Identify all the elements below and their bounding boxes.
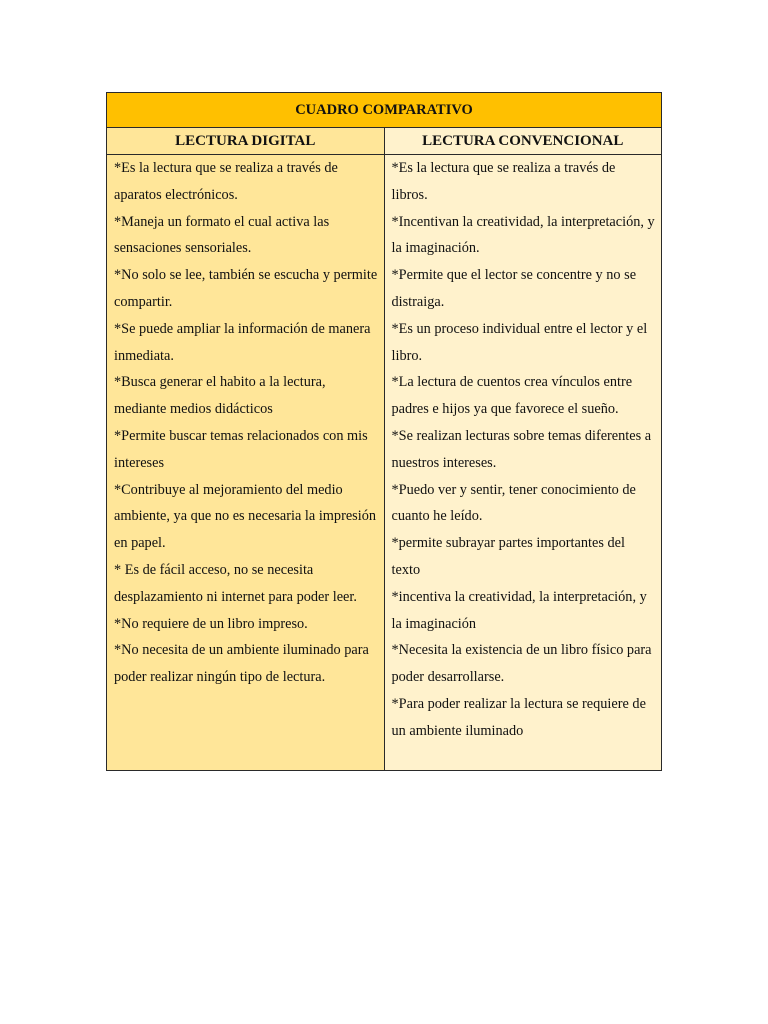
list-item: *Es la lectura que se realiza a través de aparatos electrónicos. — [114, 160, 338, 203]
list-item: * Es de fácil acceso, no se necesita desplazamiento ni internet para poder leer. — [114, 561, 357, 605]
list-item: *permite subrayar partes importantes del texto — [391, 535, 625, 578]
list-item: *La lectura de cuentos crea vínculos entre padres e hijos ya que favorece el sueño. — [391, 374, 633, 418]
list-item: *Se puede ampliar la información de manera inmediata. — [114, 320, 371, 364]
list-item: *Permite que el lector se concentre y no se distraiga. — [391, 267, 637, 310]
list-item: *Para poder realizar la lectura se requiere de un ambiente iluminado — [391, 695, 646, 739]
list-item: *Es un proceso individual entre el lector y el libro. — [391, 320, 648, 364]
list-item: *No requiere de un libro impreso. — [114, 615, 308, 632]
comparison-table — [106, 92, 662, 771]
list-item: *Contribuye al mejoramiento del medio ambiente, ya que no es necesaria la impresión en papel. — [114, 481, 377, 552]
table-title: CUADRO COMPARATIVO — [107, 93, 662, 128]
list-item: *Puedo ver y sentir, tener conocimiento de cuanto he leído. — [391, 481, 636, 525]
list-item: *Busca generar el habito a la lectura, mediante medios didácticos — [114, 374, 326, 418]
list-item: *Es la lectura que se realiza a través de libros. — [391, 160, 616, 203]
list-item: *Se realizan lecturas sobre temas diferentes a nuestros intereses. — [391, 427, 652, 471]
column-header-conventional: LECTURA CONVENCIONAL — [384, 128, 662, 155]
title-row — [107, 93, 662, 128]
column-header-digital: LECTURA DIGITAL — [107, 128, 385, 155]
list-item: *No necesita de un ambiente iluminado para poder realizar ningún tipo de lectura. — [114, 642, 369, 686]
digital-reading-column — [107, 155, 385, 771]
list-item: *No solo se lee, también se escucha y permite compartir. — [114, 267, 378, 310]
list-item: *Necesita la existencia de un libro físico para poder desarrollarse. — [391, 642, 652, 686]
list-item: *Permite buscar temas relacionados con mis intereses — [114, 427, 368, 471]
list-item: *Incentivan la creatividad, la interpretación, y la imaginación. — [391, 213, 655, 257]
content-row — [107, 155, 662, 771]
header-row — [107, 128, 662, 155]
list-item: *incentiva la creatividad, la interpretación, y la imaginación — [391, 588, 647, 632]
conventional-reading-column — [384, 155, 662, 771]
list-item: *Maneja un formato el cual activa las sensaciones sensoriales. — [114, 213, 330, 257]
